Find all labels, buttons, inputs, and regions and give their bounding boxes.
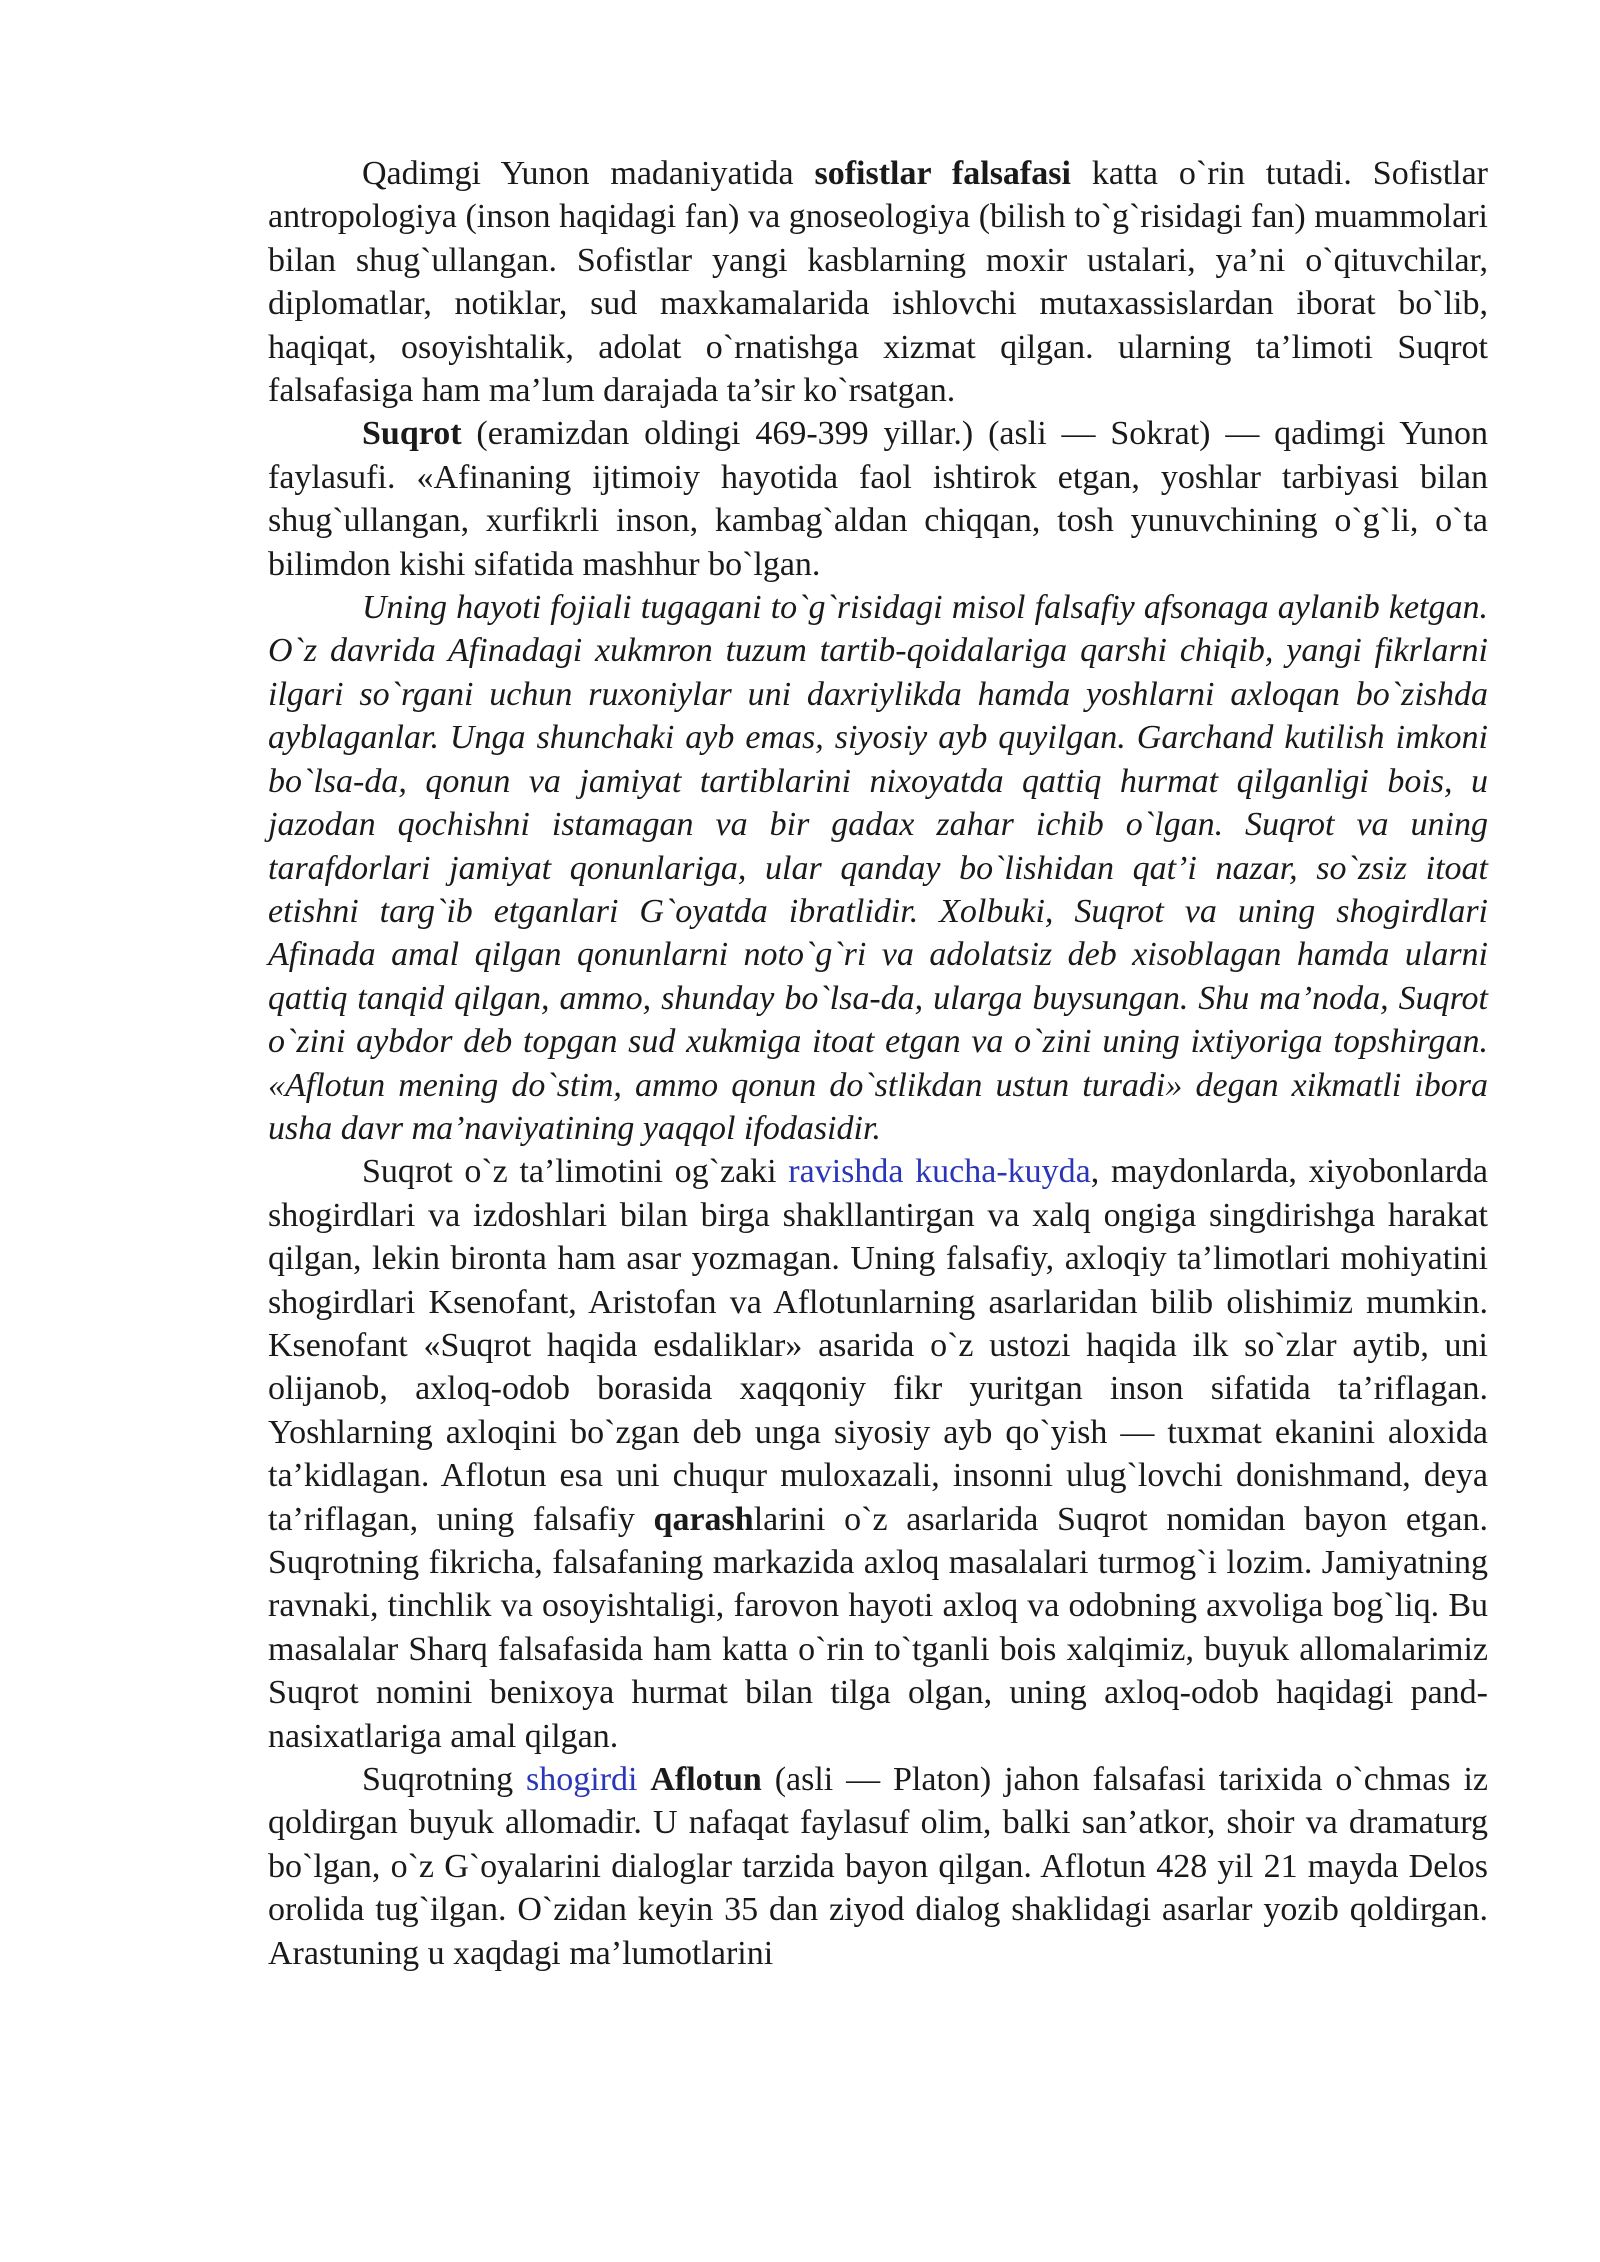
p5-link[interactable]: shogirdi [526,1761,638,1799]
p5-bold-term: Aflotun [650,1761,762,1799]
paragraph-socrates-intro [268,412,1488,586]
p5-text-a: Suqrotning [362,1761,527,1799]
paragraph-plato [268,1758,1488,1975]
paragraph-socrates-fate [268,586,1488,1150]
p2-text-b: (eramizdan oldingi 469-399 yillar.) (asli — Sokrat) — qadimgi Yunon faylasufi. «Afinaning ijtimoiy hayotida faol ishtirok etgan, yoshlar tarbiyasi bilan shug`ullangan, xurfikrli inson, kambag`aldan chiqqan, tosh yunuvchining o`g`li, o`ta bilimdon kishi sifatida mashhur bo`lgan. [268,415,1488,583]
document-body [268,152,1488,1975]
p5-text-c [637,1761,650,1798]
p1-text-c: katta o`rin tutadi. Sofistlar antropologiya (inson haqidagi fan) va gnoseologiya (bilish to`g`risidagi fan) muammolari bilan shug`ullangan. Sofistlar yangi kasblarning moxir ustalari, ya’ni o`qituvchilar, diplomatlar, notiklar, sud maxkamalarida ishlovchi mutaxassislardan iborat bo`lib, haqiqat, osoyishtalik, adolat o`rnatishga xizmat qilgan. ularning ta’limoti Suqrot falsafasiga ham ma’lum darajada ta’sir ko`rsatgan. [268,155,1489,410]
p3-text: Uning hayoti fojiali tugagani to`g`risidagi misol falsafiy afsonaga aylanib ketgan. O`z davrida Afinadagi xukmron tuzum tartib-qoidalariga qarshi chiqib, yangi fikrlarni ilgari so`rgani uchun ruxoniylar uni daxriylikda hamda yoshlarni axloqan bo`zishda ayblaganlar. Unga shunchaki ayb emas, siyosiy ayb quyilgan. Garchand kutilish imkoni bo`lsa-da, qonun va jamiyat tartiblarini nixoyatda qattiq hurmat qilganligi bois, u jazodan qochishni istamagan va bir gadax zahar ichib o`lgan. Suqrot va uning tarafdorlari jamiyat qonunlariga, ular qanday bo`lishidan qat’i nazar, so`zsiz itoat etishni targ`ib etganlari G`oyatda ibratlidir. Xolbuki, Suqrot va uning shogirdlari Afinada amal qilgan qonunlarni noto`g`ri va adolatsiz deb xisoblagan hamda ularni qattiq tanqid qilgan, ammo, shunday bo`lsa-da, ularga buysungan. Shu ma’noda, Suqrot o`zini aybdor deb topgan sud xukmiga itoat etgan va o`zini uning ixtiyoriga topshirgan. «Aflotun mening do`stim, ammo qonun do`stlikdan ustun turadi» degan xikmatli ibora usha davr ma’naviyatining yaqqol ifodasidir. [268,589,1488,1147]
p4-text-c: , maydonlarda, xiyobonlarda shogirdlari va izdoshlari bilan birga shakllantirgan va xalq ongiga singdirishga harakat qilgan, lekin bironta ham asar yozmagan. Uning falsafiy, axloqiy ta’limotlari mohiyatini shogirdlari Ksenofant, Aristofan va Aflotunlarning asarlaridan bilib olishimiz mumkin. Ksenofant «Suqrot haqida esdaliklar» asarida o`z ustozi haqida ilk so`zlar aytib, uni olijanob, axloq-odob borasida xaqqoniy fikr yuritgan inson sifatida ta’riflagan. Yoshlarning axloqini bo`zgan deb unga siyosiy ayb qo`yish — tuxmat ekanini aloxida ta’kidlagan. Aflotun esa uni chuqur muloxazali, insonni ulug`lovchi donishmand, deya ta’riflagan, uning falsafiy [268,1153,1489,1538]
paragraph-sophists [268,152,1488,412]
p1-text-a: Qadimgi Yunon madaniyatida [362,155,815,192]
paragraph-socrates-teaching [268,1150,1488,1758]
p4-link[interactable]: ravishda kucha-kuyda [788,1153,1091,1191]
p2-bold-term: Suqrot [362,415,462,453]
p4-bold-term: qarash [653,1500,754,1538]
p5-text-e: (asli — Platon) jahon falsafasi tarixida o`chmas iz qoldirgan buyuk allomadir. U nafaqat faylasuf olim, balki san’atkor, shoir va dramaturg bo`lgan, o`z G`oyalarini dialoglar tarzida bayon qilgan. Aflotun 428 yil 21 mayda Delos orolida tug`ilgan. O`zidan keyin 35 dan ziyod dialog shaklidagi asarlar yozib qoldirgan. Arastuning u xaqdagi ma’lumotlarini [268,1761,1489,1972]
p4-text-a: Suqrot o`z ta’limotini og`zaki [362,1153,789,1191]
p1-bold-term: sofistlar falsafasi [814,155,1071,192]
p4-text-e: larini o`z asarlarida Suqrot nomidan bayon etgan. Suqrotning fikricha, falsafaning markazida axloq masalalari turmog`i lozim. Jamiyatning ravnaki, tinchlik va osoyishtaligi, farovon hayoti axloq va odobning axvoliga bog`liq. Bu masalalar Sharq falsafasida ham katta o`rin to`tganli bois xalqimiz, buyuk allomalarimiz Suqrot nomini benixoya hurmat bilan tilga olgan, uning axloq-odob haqidagi pand-nasixatlariga amal qilgan. [268,1500,1488,1755]
